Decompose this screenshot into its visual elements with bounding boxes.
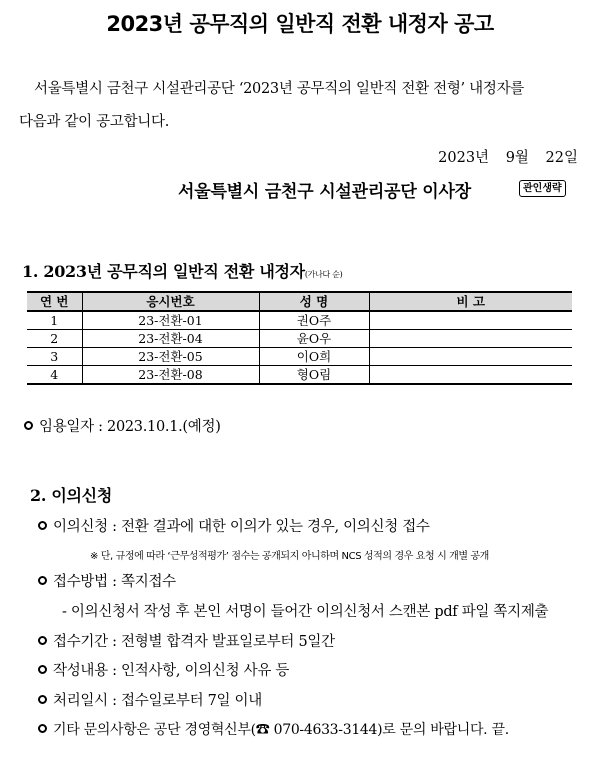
cell-exam-number: 23-전환-01	[82, 311, 259, 330]
date-month: 9월	[505, 150, 529, 166]
intro-line-2: 다음과 같이 공고합니다.	[19, 114, 169, 130]
circle-bullet-icon	[38, 724, 47, 733]
method-item	[38, 570, 176, 591]
objection-item	[38, 515, 430, 536]
cell-exam-number: 23-전환-04	[82, 330, 259, 348]
section-2-heading: 2. 이의신청	[30, 486, 112, 505]
table-row	[27, 330, 572, 348]
header-no: 연 번	[27, 292, 82, 311]
objection-note: ※ 단, 규정에 따라 ‘근무성적평가’ 점수는 공개되지 아니하며 NCS 성적의 경우 요청 시 개별 공개	[90, 551, 489, 562]
header-remarks: 비 고	[369, 292, 572, 311]
process-item	[38, 689, 262, 710]
circle-bullet-icon	[24, 421, 33, 430]
contact-text: 기타 문의사항은 공단 경영혁신부(☎ 070-4633-3144)로 문의 바랍니다. 끝.	[53, 722, 509, 738]
cell-remarks	[369, 366, 572, 385]
table-row	[27, 311, 572, 330]
period-item	[38, 630, 335, 651]
cell-exam-number: 23-전환-08	[82, 366, 259, 385]
cell-no: 4	[27, 366, 82, 385]
process-text: 처리일시 : 접수일로부터 7일 이내	[53, 693, 262, 709]
circle-bullet-icon	[38, 695, 47, 704]
circle-bullet-icon	[38, 521, 47, 530]
cell-remarks	[369, 348, 572, 366]
seal-omitted-stamp: 관인생략	[519, 180, 566, 197]
date-year: 2023년	[438, 150, 490, 166]
circle-bullet-icon	[38, 665, 47, 674]
table-header-row	[27, 292, 572, 311]
header-exam-number: 응시번호	[82, 292, 259, 311]
method-detail: - 이의신청서 작성 후 본인 서명이 들어간 이의신청서 스캔본 pdf 파일 쪽지제출	[62, 604, 549, 620]
content-text: 작성내용 : 인적사항, 이의신청 사유 등	[53, 663, 290, 679]
date-day: 22일	[545, 150, 578, 166]
section-1-heading	[22, 259, 342, 282]
cell-no: 1	[27, 311, 82, 330]
cell-name: 형O림	[259, 366, 369, 385]
content-item	[38, 659, 289, 680]
period-text: 접수기간 : 전형별 합격자 발표일로부터 5일간	[53, 634, 335, 650]
method-text: 접수방법 : 쪽지접수	[53, 574, 176, 590]
contact-item	[38, 719, 509, 739]
cell-remarks	[369, 330, 572, 348]
issuer-name: 서울특별시 금천구 시설관리공단 이사장	[178, 182, 471, 202]
cell-name: 윤O우	[259, 330, 369, 348]
cell-name: 권O주	[259, 311, 369, 330]
section-1-note: (가나다 순)	[304, 270, 343, 279]
circle-bullet-icon	[38, 636, 47, 645]
cell-exam-number: 23-전환-05	[82, 348, 259, 366]
cell-no: 2	[27, 330, 82, 348]
objection-text: 이의신청 : 전환 결과에 대한 이의가 있는 경우, 이의신청 접수	[53, 519, 430, 535]
appointee-table	[27, 291, 572, 385]
cell-no: 3	[27, 348, 82, 366]
circle-bullet-icon	[38, 576, 47, 585]
appointment-date-text: 임용일자 : 2023.10.1.(예정)	[39, 419, 221, 435]
intro-line-1: 서울특별시 금천구 시설관리공단 ‘2023년 공무직의 일반직 전환 전형’ 내정자를	[34, 81, 525, 97]
section-1-title: 1. 2023년 공무직의 일반직 전환 내정자	[22, 262, 305, 281]
appointment-date-item	[24, 415, 221, 436]
cell-remarks	[369, 311, 572, 330]
header-name: 성 명	[259, 292, 369, 311]
announcement-date	[438, 146, 578, 167]
table-row	[27, 348, 572, 366]
page-title: 2023년 공무직의 일반직 전환 내정자 공고	[106, 12, 494, 36]
cell-name: 이O희	[259, 348, 369, 366]
table-row	[27, 366, 572, 385]
